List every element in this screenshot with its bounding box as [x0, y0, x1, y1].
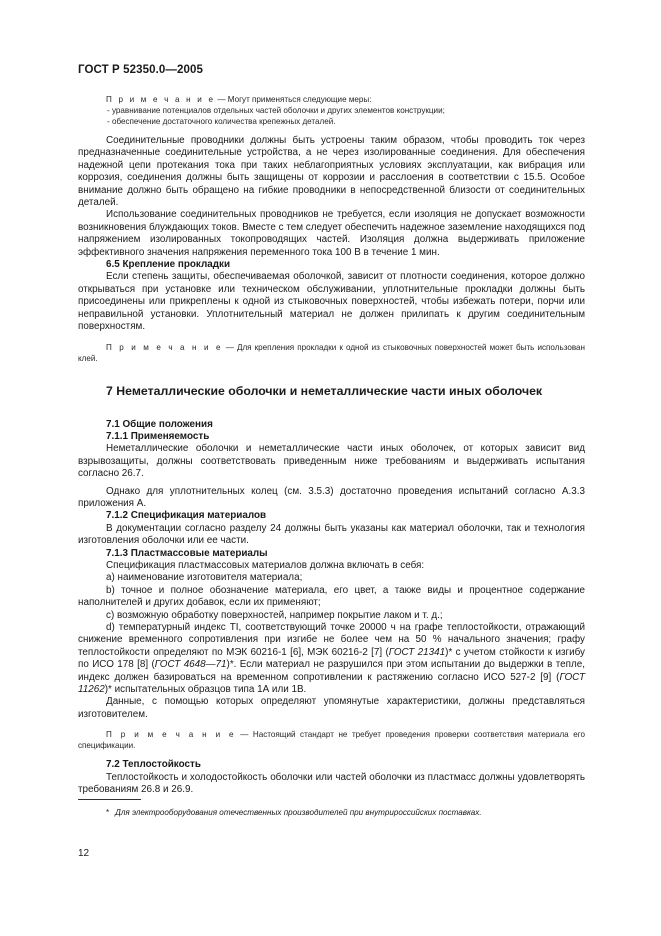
paragraph: Неметаллические оболочки и неметаллические части иных оболочек, от которых зависит вид взрывозащиты, должны соответствовать приведенным ниже требованиям и выдерживать испытания согласно 26.7. — [78, 443, 585, 480]
note-label: П р и м е ч а н и е — [106, 95, 216, 104]
paragraph: Однако для уплотнительных колец (см. 3.5.3) достаточно проведения испытаний согласно А.3.3 приложения А. — [78, 485, 585, 509]
section-heading-7-1: 7.1 Общие положения — [106, 418, 213, 430]
footnote — [78, 808, 585, 819]
list-item-c: c) возможную обработку поверхностей, например покрытие лаком и т. д.; — [106, 609, 443, 621]
gost-reference: ГОСТ 4648—71 — [154, 659, 227, 671]
note-1-item-1: - уравнивание потенциалов отдельных частей оболочки и других элементов конструкции; — [107, 106, 445, 115]
note-text: — Настоящий стандарт не требует проведения проверки соответствия материала его спецификации. — [78, 730, 585, 751]
section-heading-6-5: 6.5 Крепление прокладки — [106, 259, 231, 271]
section-heading-7-2: 7.2 Теплостойкость — [106, 759, 201, 771]
document-header: ГОСТ Р 52350.0—2005 — [78, 64, 203, 76]
note-3 — [78, 729, 585, 751]
section-title-7: 7 Неметаллические оболочки и неметаллические части иных оболочек — [106, 383, 543, 398]
section-heading-7-1-1: 7.1.1 Применяемость — [106, 430, 210, 442]
page-content — [78, 94, 585, 819]
paragraph: Данные, с помощью которых определяют упомянутые характеристики, должны представляться изготовителем. — [78, 696, 585, 720]
page-number: 12 — [78, 848, 90, 859]
note-text: — Могут применяться следующие меры: — [215, 95, 372, 104]
note-1-item-2: - обеспечение достаточного количества крепежных деталей. — [107, 117, 336, 126]
paragraph: В документации согласно разделу 24 должны быть указаны как материал оболочки, так и технология изготовления оболочки или ее части. — [78, 522, 585, 547]
footnote-separator — [78, 799, 141, 800]
paragraph: Соединительные проводники должны быть устроены таким образом, чтобы проводить ток через предназначенные соединительные устройства, а не через изолированные соединения. Для обеспечения надежной цепи протекания тока при таких неблагоприятных условиях эксплуатации, как вибрация или коррозия, соединения должны быть защищены от коррозии и расслоения в соответствии с 15.5. Особое внимание должно быть обращено на гибкие проводники в непосредственной близости от соединительных деталей. — [78, 135, 585, 209]
section-heading-7-1-3: 7.1.3 Пластмассовые материалы — [106, 547, 268, 559]
list-item-a: a) наименование изготовителя материала; — [106, 572, 303, 584]
footnote-mark: * — [106, 808, 110, 818]
note-2 — [78, 342, 585, 364]
note-1 — [78, 94, 585, 105]
paragraph: Использование соединительных проводников не требуется, если изоляция не допускает возможности возникновения блуждающих токов. Вместе с тем следует обеспечить надежное заземление находящихся под напряжением изолированных токопроводящих частей. Изоляция должна выдерживать приложение эффективного значения напряжения переменного тока 100 В в течение 1 мин. — [78, 209, 585, 258]
note-label: П р и м е ч а н и е — [106, 342, 223, 352]
list-item-d: d) температурный индекс TI, соответствующий точке 20000 ч на графе теплостойкости, отражающий снижение временного сопротивления при изгибе не более чем на 50 % начального значения; графу теплостойкости определяют по МЭК 60216-1 [6], МЭК 60216-2 [7] (ГОСТ 21341)* с учетом стойкости к изгибу по ИСО 178 [8] (ГОСТ 4648—71)*. Если материал не разрушился при этом испытании до выдержки в тепле, индекс должен базироваться на временном сопротивлении к растяжению согласно ИСО 527-2 [9] (ГОСТ 11262)* испытательных образцов типа 1А или 1В. — [78, 622, 585, 696]
paragraph: Если степень защиты, обеспечиваемая оболочкой, зависит от плотности соединения, которое должно открываться при установке или техническом обслуживании, уплотнительные прокладки должны быть присоединены или прикреплены к одной из стыковочных поверхностей, чтобы избежать потери, порчи или неправильной установки. Уплотнительный материал не должен прилипать к другим соединительным поверхностям. — [78, 271, 585, 333]
section-heading-7-1-2: 7.1.2 Спецификация материалов — [106, 510, 267, 522]
paragraph: Теплостойкость и холодостойкость оболочки или частей оболочки из пластмасс должны удовлетворять требованиям 26.8 и 26.9. — [78, 771, 585, 796]
list-item-b: b) точное и полное обозначение материала, его цвет, а также виды и процентное содержание наполнителей и других добавок, если их применяют; — [78, 584, 585, 609]
note-label: П р и м е ч а н и е — [106, 730, 236, 740]
gost-reference: ГОСТ 11262 — [78, 671, 585, 696]
note-text: — Для крепления прокладки к одной из стыковочных поверхностей может быть использован клей. — [78, 342, 585, 363]
gost-reference: ГОСТ 21341 — [388, 646, 446, 658]
paragraph: Спецификация пластмассовых материалов должна включать в себя: — [106, 559, 425, 571]
footnote-text: Для электрооборудования отечественных производителей при внутрироссийских поставках. — [115, 808, 482, 818]
